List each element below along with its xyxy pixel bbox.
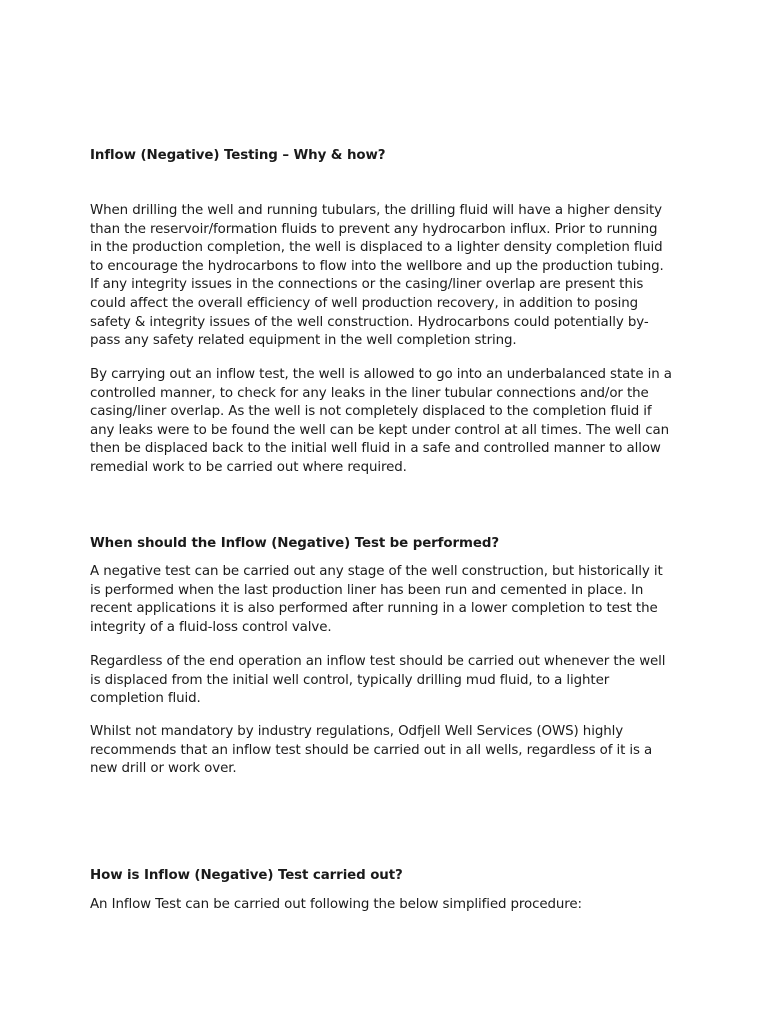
section-heading-why-how: Inflow (Negative) Testing – Why & how? <box>90 148 386 163</box>
paragraph-ows-recommendation: Whilst not mandatory by industry regulations, Odfjell Well Services (OWS) highly recommends that an inflow test should be carried out in all wells, regardless of it is a new drill or work over. <box>90 724 653 777</box>
section-heading-how-carried-out: How is Inflow (Negative) Test carried out? <box>90 868 403 883</box>
paragraph-inflow-test-purpose: By carrying out an inflow test, the well is allowed to go into an underbalanced state in a controlled manner, to check for any leaks in the liner tubular connections and/or the casing/liner overlap. As the well is not completely displaced to the completion fluid if any leaks were to be found the well can be kept under control at all times. The well can then be displaced back to the initial well fluid in a safe and controlled manner to allow remedial work to be carried out where required. <box>90 367 672 475</box>
paragraph-procedure-intro: An Inflow Test can be carried out following the below simplified procedure: <box>90 897 582 912</box>
paragraph-drilling-fluid: When drilling the well and running tubulars, the drilling fluid will have a higher density than the reservoir/formation fluids to prevent any hydrocarbon influx. Prior to running in the production completion, the well is displaced to a lighter density completion fluid to encourage the hydrocarbons to flow into the wellbore and up the production tubing. If any integrity issues in the connections or the casing/liner overlap are present this could affect the overall efficiency of well production recovery, in addition to posing safety & integrity issues of the well construction. Hydrocarbons could potentially by- pass any safety related equipment in the well completion string. <box>90 203 664 349</box>
paragraph-regardless-end-operation: Regardless of the end operation an inflow test should be carried out whenever the well is displaced from the initial well control, typically drilling mud fluid, to a lighter completion fluid. <box>90 654 666 707</box>
paragraph-when-carried-out: A negative test can be carried out any stage of the well construction, but historically it is performed when the last production liner has been run and cemented in place. In recent applications it is also performed after running in a lower completion to test the integrity of a fluid-loss control valve. <box>90 564 663 635</box>
section-heading-when-performed: When should the Inflow (Negative) Test be performed? <box>90 536 499 551</box>
